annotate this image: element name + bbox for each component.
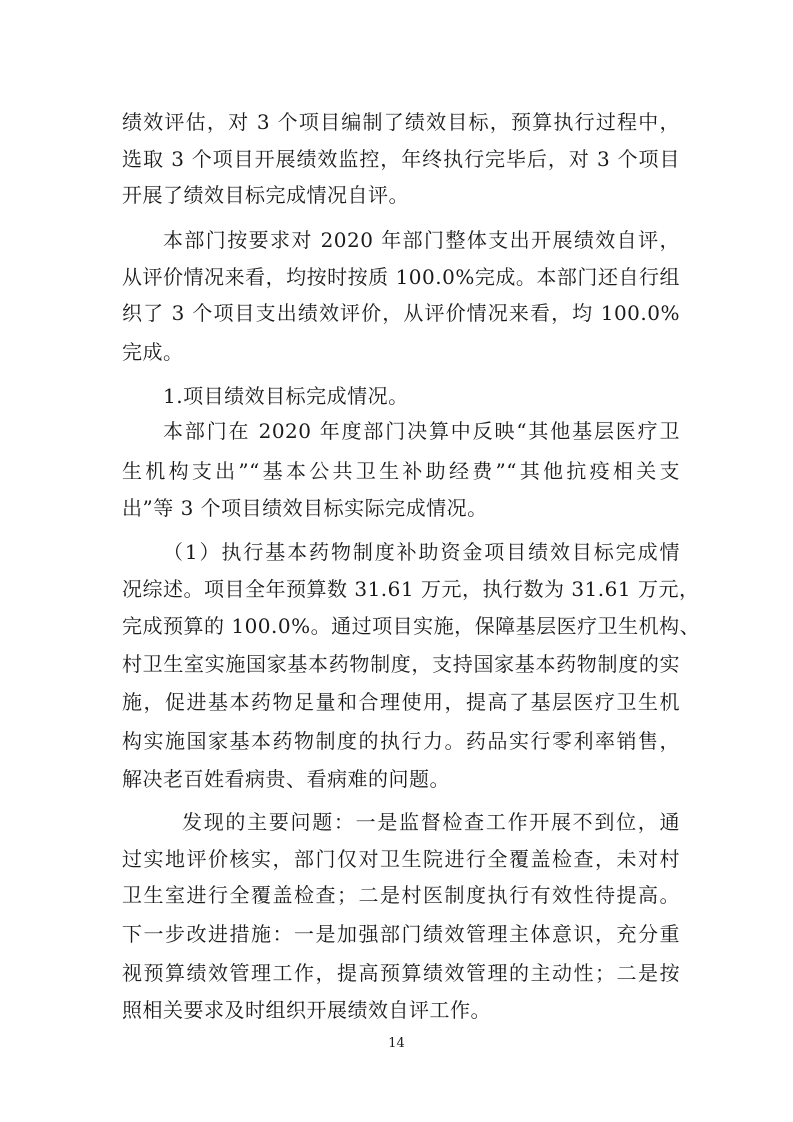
text-line: 卫生室进行全覆盖检查；二是村医制度执行有效性待提高。 [122, 883, 680, 907]
page-number: 14 [388, 1036, 405, 1051]
text-line: 生机构支出”“基本公共卫生补助经费”“其他抗疫相关支 [122, 459, 680, 483]
text-line: 视预算绩效管理工作，提高预算绩效管理的主动性；二是按 [122, 961, 680, 985]
text-line: 解决老百姓看病贵、看病难的问题。 [122, 767, 450, 791]
text-line: 照相关要求及时组织开展绩效自评工作。 [122, 998, 491, 1022]
text-line: 选取 3 个项目开展绩效监控，年终执行完毕后，对 3 个项目 [122, 147, 680, 171]
text-line: 过实地评价核实，部门仅对卫生院进行全覆盖检查，未对村 [122, 847, 680, 871]
text-line: 从评价情况来看，均按时按质 100.0%完成。本部门还自行组 [122, 265, 680, 289]
text-line: 本部门按要求对 2020 年部门整体支出开展绩效自评， [163, 228, 680, 252]
text-line: 施，促进基本药物足量和合理使用，提高了基层医疗卫生机 [122, 690, 680, 714]
text-line: 构实施国家基本药物制度的执行力。药品实行零利率销售， [122, 729, 680, 753]
text-line: 发现的主要问题：一是监督检查工作开展不到位，通 [182, 810, 680, 834]
text-line: （1）执行基本药物制度补助资金项目绩效目标完成情 [163, 540, 680, 564]
text-line: 开展了绩效目标完成情况自评。 [122, 183, 409, 207]
text-line: 况综述。项目全年预算数 31.61 万元，执行数为 31.61 万元， [122, 577, 700, 601]
text-line: 出”等 3 个项目绩效目标实际完成情况。 [122, 496, 488, 520]
text-line: 织了 3 个项目支出绩效评价，从评价情况来看，均 100.0% [122, 301, 680, 325]
text-line: 完成预算的 100.0%。通过项目实施，保障基层医疗卫生机构、 [122, 614, 701, 638]
text-line: 完成。 [122, 340, 184, 364]
text-line: 本部门在 2020 年度部门决算中反映“其他基层医疗卫 [163, 419, 680, 443]
text-line: 下一步改进措施：一是加强部门绩效管理主体意识，充分重 [122, 922, 680, 946]
text-line: 村卫生室实施国家基本药物制度，支持国家基本药物制度的实 [122, 652, 680, 676]
text-line: 绩效评估，对 3 个项目编制了绩效目标，预算执行过程中， [122, 110, 680, 134]
section-heading: 1.项目绩效目标完成情况。 [163, 384, 409, 408]
